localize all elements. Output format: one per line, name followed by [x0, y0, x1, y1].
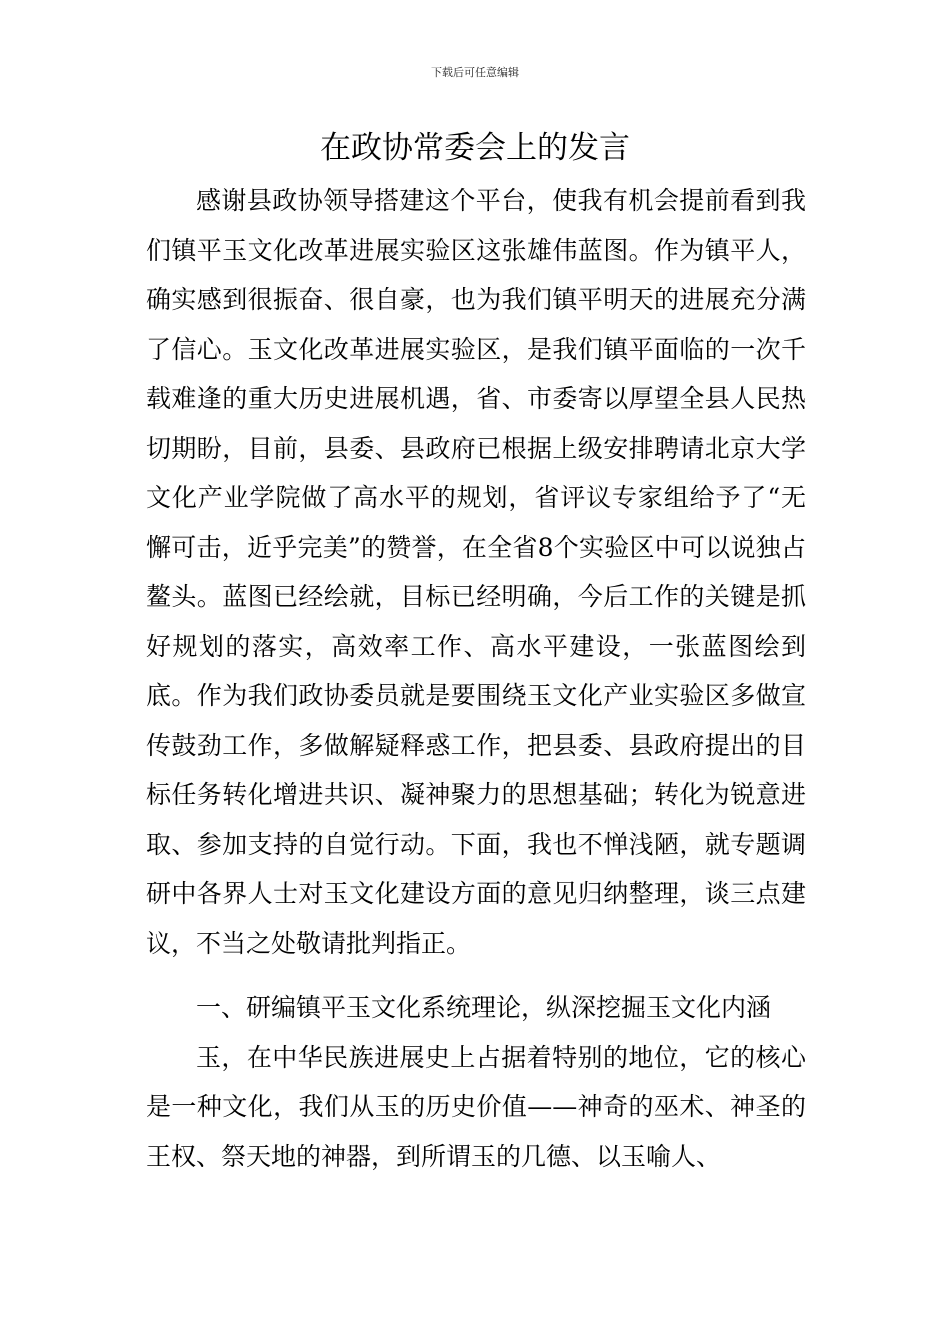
body-paragraph: 感谢县政协领导搭建这个平台，使我有机会提前看到我们镇平玉文化改革进展实验区这张雄伟蓝图。作为镇平人，确实感到很振奋、很自豪，也为我们镇平明天的进展充分满了信心。玉文化改革进展实验区，是我们镇平面临的一次千载难逢的重大历史进展机遇，省、市委寄以厚望全县人民热切期盼，目前，县委、县政府已根据上级安排聘请北京大学文化产业学院做了高水平的规划，省评议专家组给予了“无懈可击，近乎完美”的赞誉，在全省8个实验区中可以说独占鳌头。蓝图已经绘就，目标已经明确，今后工作的关键是抓好规划的落实，高效率工作、高水平建设，一张蓝图绘到底。作为我们政协委员就是要围绕玉文化产业实验区多做宣传鼓劲工作，多做解疑释惑工作，把县委、县政府提出的目标任务转化增进共识、凝神聚力的思想基础；转化为锐意进取、参加支持的自觉行动。下面，我也不惮浅陋，就专题调研中各界人士对玉文化建设方面的意见归纳整理，谈三点建议，不当之处敬请批判指正。: [146, 186, 806, 958]
document-title: 在政协常委会上的发言: [320, 130, 630, 166]
page-header-note: 下载后可任意编辑: [431, 66, 519, 79]
section-paragraph: 玉，在中华民族进展史上占据着特别的地位，它的核心是一种文化，我们从玉的历史价值——神奇的巫术、神圣的王权、祭天地的神器，到所谓玉的几德、以玉喻人、: [146, 1042, 806, 1171]
document-body: [146, 176, 806, 1181]
section-heading: 一、研编镇平玉文化系统理论，纵深挖掘玉文化内涵: [196, 993, 772, 1022]
